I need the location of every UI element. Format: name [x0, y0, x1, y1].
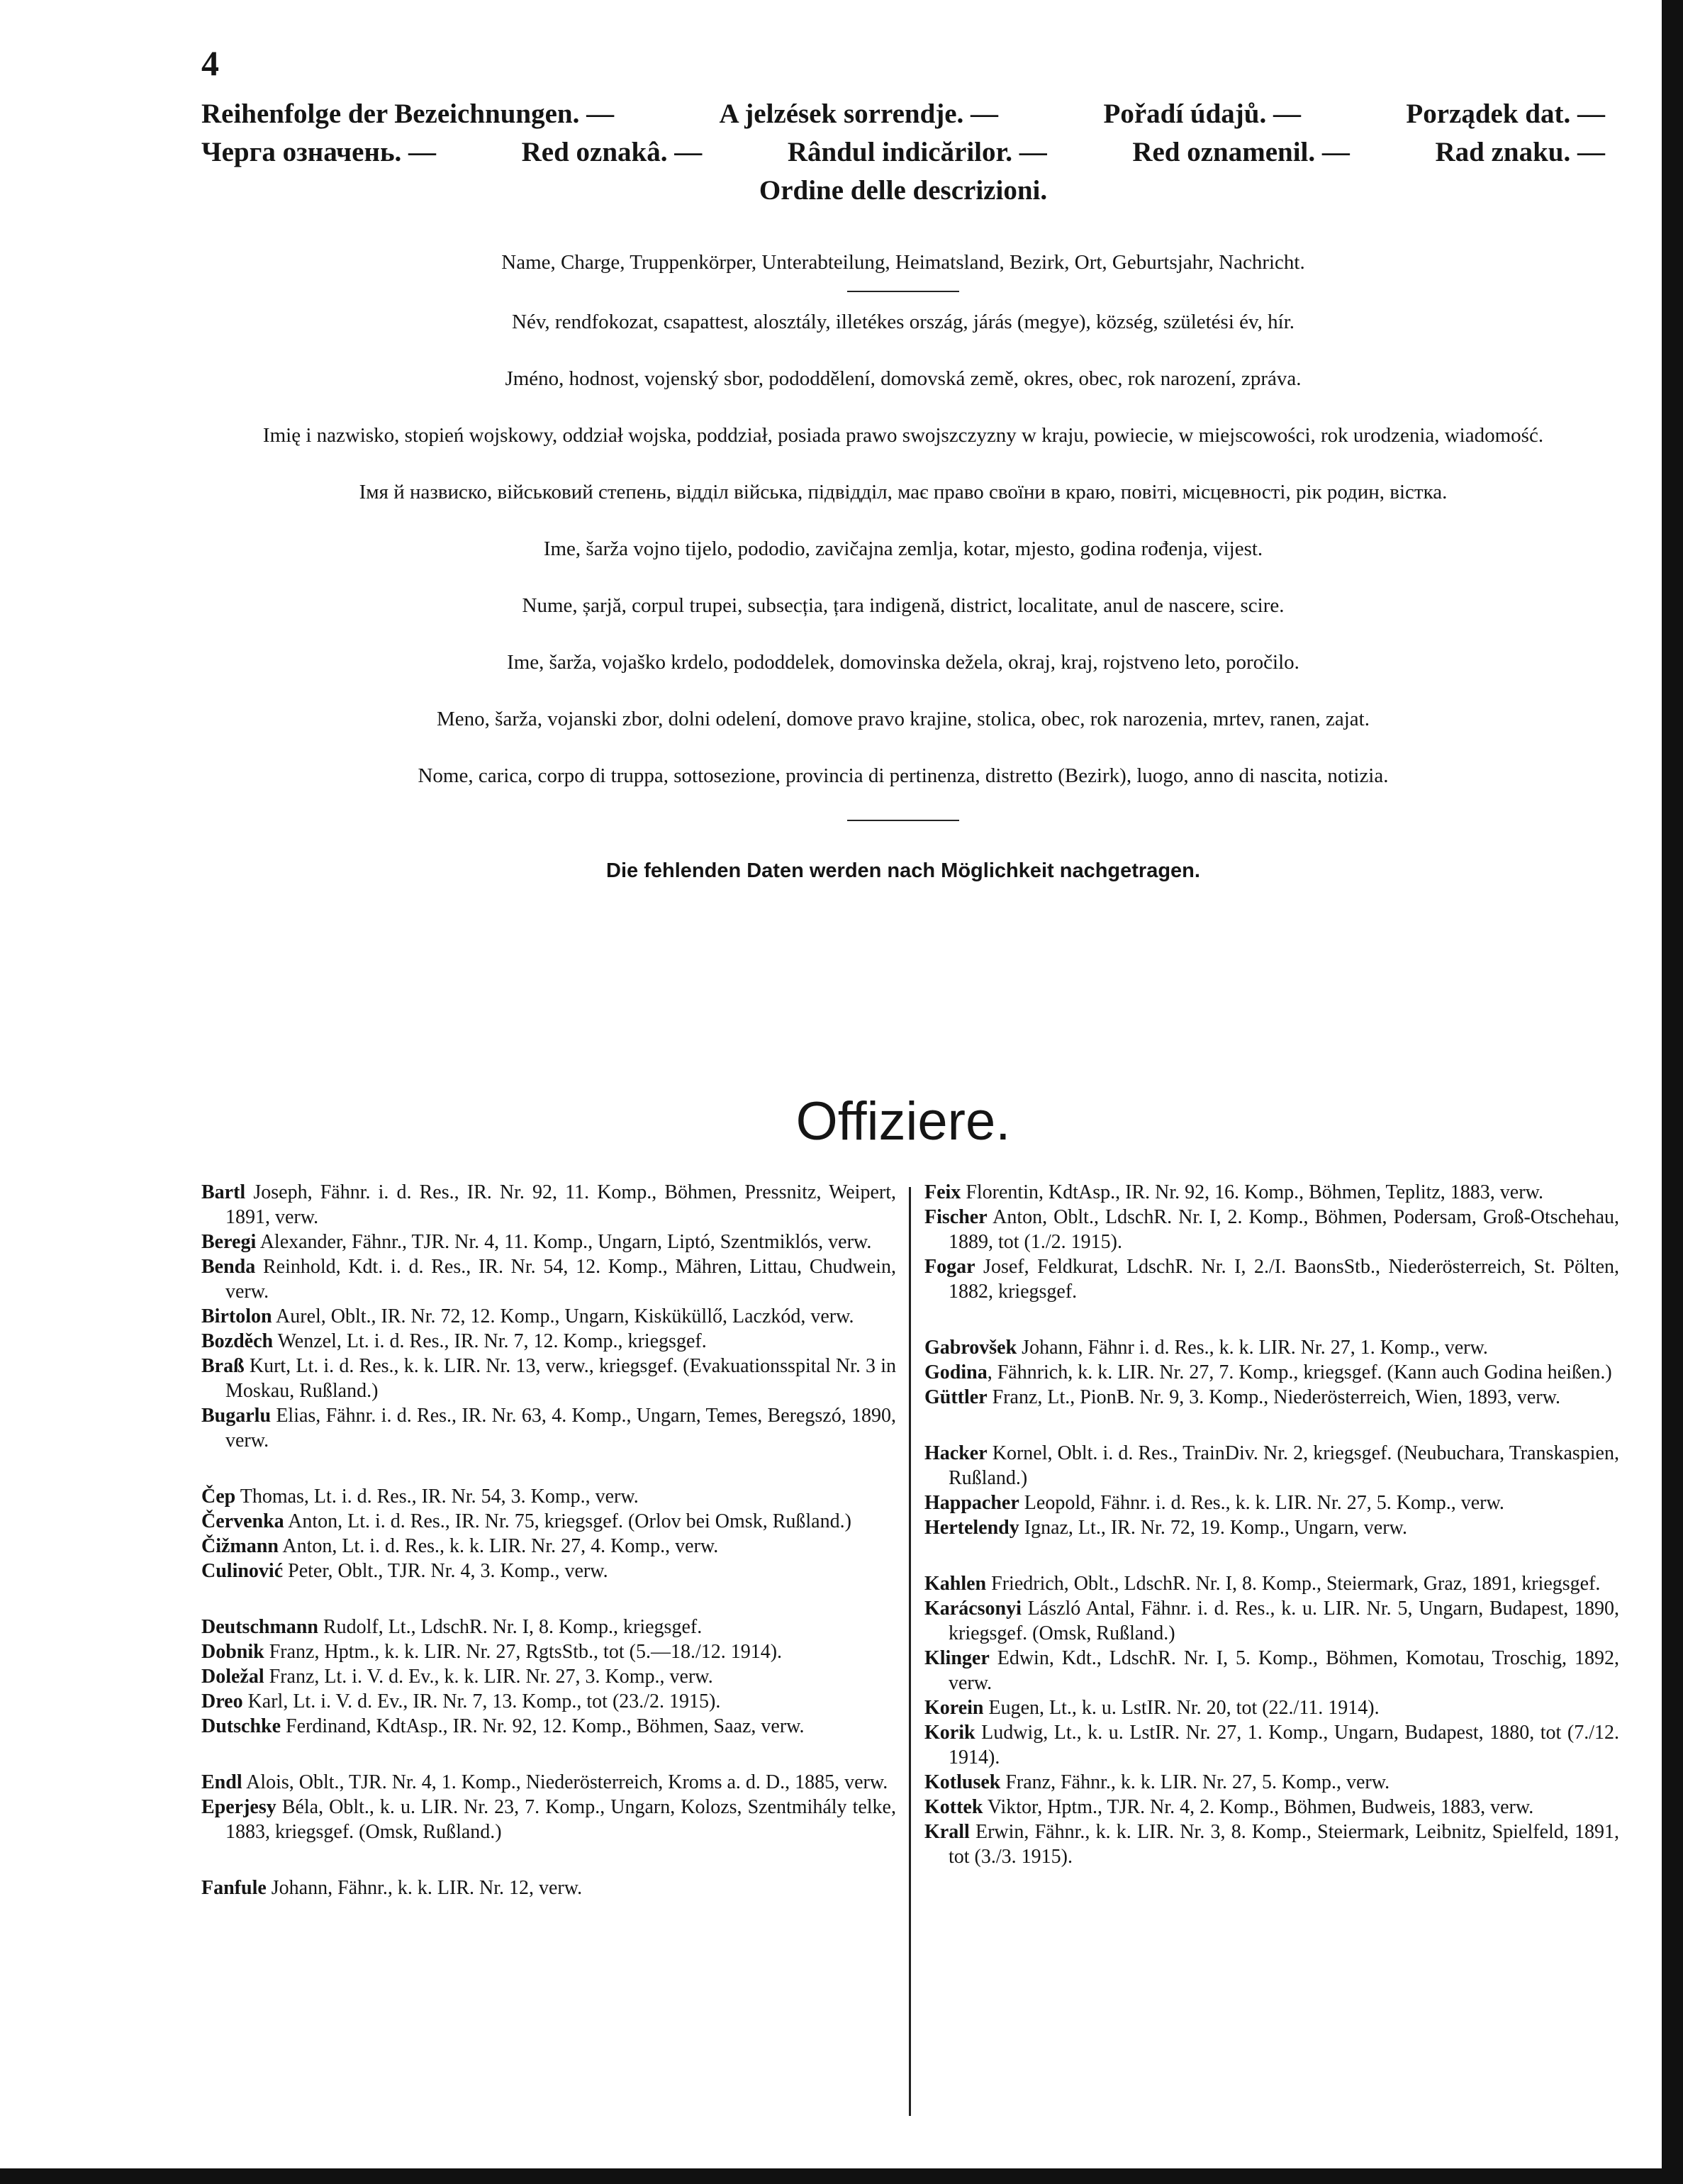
order-italian: Nome, carica, corpo di truppa, sottosezione, provincia di pertinenza, distretto (Bezirk), luogo, anno di nascita, notizia.: [418, 764, 1389, 787]
officer-surname: Godina: [924, 1361, 988, 1383]
officer-surname: Birtolon: [201, 1305, 272, 1327]
officer-details: Erwin, Fähnr., k. k. LIR. Nr. 3, 8. Komp., Steiermark, Leibnitz, Spielfeld, 1891, tot (3./3. 1915).: [949, 1821, 1619, 1868]
officer-surname: Endl: [201, 1771, 242, 1793]
officer-details: Peter, Oblt., TJR. Nr. 4, 3. Komp., verw.: [283, 1560, 608, 1582]
officer-surname: Korik: [924, 1722, 975, 1744]
officer-surname: Doležal: [201, 1666, 264, 1688]
page-number: 4: [201, 43, 219, 83]
officer-details: Thomas, Lt. i. d. Res., IR. Nr. 54, 3. Komp., verw.: [235, 1486, 639, 1508]
header-part: A jelzések sorrendje. —: [719, 99, 999, 129]
officer-surname: Benda: [201, 1256, 256, 1278]
officer-details: Friedrich, Oblt., LdschR. Nr. I, 8. Komp., Steiermark, Graz, 1891, kriegsgef.: [986, 1573, 1601, 1595]
officer-details: Franz, Lt. i. V. d. Ev., k. k. LIR. Nr. 27, 3. Komp., verw.: [264, 1666, 713, 1688]
right-column: [924, 1180, 1619, 1900]
officer-details: Johann, Fähnr i. d. Res., k. k. LIR. Nr. 27, 1. Komp., verw.: [1017, 1337, 1488, 1359]
order-slovak: Meno, šarža, vojanski zbor, dolni odelení, domove pravo krajine, stolica, obec, rok narozenia, mrtev, ranen, zajat.: [437, 708, 1370, 730]
officer-entry: [924, 1441, 1619, 1491]
officer-surname: Kottek: [924, 1796, 983, 1818]
header-part: Reihenfolge der Bezeichnungen. —: [201, 99, 615, 129]
officer-surname: Feix: [924, 1181, 961, 1203]
officer-details: Elias, Fähnr. i. d. Res., IR. Nr. 63, 4. Komp., Ungarn, Temes, Beregszó, 1890, verw.: [225, 1405, 896, 1452]
officer-details: Alexander, Fähnr., TJR. Nr. 4, 11. Komp., Ungarn, Liptó, Szentmiklós, verw.: [256, 1231, 872, 1253]
officer-details: Rudolf, Lt., LdschR. Nr. I, 8. Komp., kriegsgef.: [318, 1616, 703, 1638]
entry-group: [201, 1180, 896, 1453]
entry-group: [924, 1335, 1619, 1410]
officer-entry: [201, 1329, 896, 1354]
officer-details: László Antal, Fähnr. i. d. Res., k. u. LIR. Nr. 5, Ungarn, Budapest, 1890, kriegsgef. (Omsk, Rußland.): [949, 1598, 1619, 1644]
header-title: [201, 95, 1605, 210]
entry-group: [201, 1876, 896, 1900]
header-part: Porządek dat. —: [1406, 99, 1605, 129]
officer-entry: [201, 1876, 896, 1900]
section-title: Offiziere.: [795, 1091, 1011, 1152]
officer-surname: Fischer: [924, 1206, 988, 1228]
officer-entry: [924, 1491, 1619, 1515]
order-slovenian: Ime, šarža, vojaško krdelo, pododdelek, domovinska dežela, okraj, kraj, rojstveno leto, poročilo.: [507, 651, 1299, 674]
officer-surname: Bartl: [201, 1181, 246, 1203]
officer-surname: Deutschmann: [201, 1616, 318, 1638]
entry-group: [201, 1615, 896, 1739]
officer-details: Eugen, Lt., k. u. LstIR. Nr. 20, tot (22./11. 1914).: [983, 1697, 1380, 1719]
officer-details: Leopold, Fähnr. i. d. Res., k. k. LIR. Nr. 27, 5. Komp., verw.: [1019, 1492, 1504, 1514]
header-part: Rad znaku. —: [1435, 137, 1605, 167]
header-part: Pořadí údajů. —: [1103, 99, 1301, 129]
officer-surname: Dutschke: [201, 1715, 281, 1737]
officer-details: Ferdinand, KdtAsp., IR. Nr. 92, 12. Komp., Böhmen, Saaz, verw.: [281, 1715, 805, 1737]
officer-surname: Happacher: [924, 1492, 1019, 1514]
officer-entry: [201, 1615, 896, 1639]
officer-details: Viktor, Hptm., TJR. Nr. 4, 2. Komp., Böhmen, Budweis, 1883, verw.: [983, 1796, 1534, 1818]
officer-surname: Kahlen: [924, 1573, 987, 1595]
officer-surname: Fogar: [924, 1256, 975, 1278]
officer-entry: [924, 1385, 1619, 1410]
officer-entry: [924, 1795, 1619, 1820]
missing-data-note: Die fehlenden Daten werden nach Möglichkeit nachgetragen.: [606, 859, 1200, 882]
officer-details: Franz, Hptm., k. k. LIR. Nr. 27, RgtsStb., tot (5.—18./12. 1914).: [264, 1641, 783, 1663]
officer-details: Josef, Feldkurat, LdschR. Nr. I, 2./I. BaonsStb., Niederösterreich, St. Pölten, 1882, kriegsgef.: [949, 1256, 1619, 1303]
divider-rule: [847, 291, 959, 292]
officer-entry: [201, 1664, 896, 1689]
entry-group: [201, 1770, 896, 1844]
officer-entry: [201, 1714, 896, 1739]
officer-details: Anton, Lt. i. d. Res., IR. Nr. 75, kriegsgef. (Orlov bei Omsk, Rußland.): [284, 1510, 851, 1532]
officer-entry: [924, 1515, 1619, 1540]
order-ruthenian: Імя й назвиско, військовий степень, відділ війська, підвідділ, має право своїни в краю, повіті, місцевності, рік родин, вістка.: [359, 481, 1448, 503]
officer-details: Wenzel, Lt. i. d. Res., IR. Nr. 7, 12. Komp., kriegsgef.: [273, 1330, 707, 1352]
officer-details: Anton, Oblt., LdschR. Nr. I, 2. Komp., Böhmen, Podersam, Groß-Otschehau, 1889, tot (1./2. 1915).: [949, 1206, 1619, 1253]
officer-details: Karl, Lt. i. V. d. Ev., IR. Nr. 7, 13. Komp., tot (23./2. 1915).: [242, 1690, 721, 1712]
officer-entry: [924, 1180, 1619, 1205]
officer-entry: [201, 1639, 896, 1664]
officer-entry: [201, 1770, 896, 1795]
officer-surname: Culinović: [201, 1560, 284, 1582]
header-line-3: Ordine delle descrizioni.: [759, 175, 1048, 206]
order-croatian: Ime, šarža vojno tijelo, pododio, zavičajna zemlja, kotar, mjesto, godina rođenja, vijest.: [543, 537, 1263, 560]
header-part: Red oznakâ. —: [521, 137, 703, 167]
officer-entry: [201, 1254, 896, 1304]
header-part: Черга означень. —: [201, 137, 437, 167]
order-romanian: Nume, șarjă, corpul trupei, subsecția, țara indigenă, district, localitate, anul de nascere, scire.: [522, 594, 1285, 617]
officer-entry: [924, 1360, 1619, 1385]
officer-entry: [924, 1720, 1619, 1770]
officer-entry: [201, 1230, 896, 1254]
officer-surname: Klinger: [924, 1647, 990, 1669]
officer-surname: Dreo: [201, 1690, 243, 1712]
officer-surname: Dobnik: [201, 1641, 264, 1663]
officer-entry: [201, 1534, 896, 1559]
left-column: [201, 1180, 896, 1932]
officer-surname: Karácsonyi: [924, 1598, 1022, 1620]
field-order-list: [201, 250, 1605, 883]
officer-entry: [201, 1403, 896, 1453]
officer-surname: Hacker: [924, 1442, 988, 1464]
officer-surname: Bugarlu: [201, 1405, 272, 1427]
officer-details: Ludwig, Lt., k. u. LstIR. Nr. 27, 1. Komp., Ungarn, Budapest, 1880, tot (7./12. 1914).: [949, 1722, 1619, 1768]
officer-surname: Bozděch: [201, 1330, 274, 1352]
officer-entry: [201, 1484, 896, 1509]
header-line-2: [201, 133, 1605, 172]
officer-entry: [924, 1770, 1619, 1795]
officer-details: Anton, Lt. i. d. Res., k. k. LIR. Nr. 27, 4. Komp., verw.: [278, 1535, 719, 1557]
officer-details: Franz, Lt., PionB. Nr. 9, 3. Komp., Niederösterreich, Wien, 1893, verw.: [987, 1386, 1561, 1408]
order-german: Name, Charge, Truppenkörper, Unterabteilung, Heimatsland, Bezirk, Ort, Geburtsjahr, Nachricht.: [501, 251, 1305, 274]
order-polish: Imię i nazwisko, stopień wojskowy, oddział wojska, poddział, posiada prawo swojszczyzny w kraju, powiecie, w miejscowości, rok urodzenia, wiadomość.: [262, 424, 1544, 447]
officer-surname: Čižmann: [201, 1535, 279, 1557]
officer-entry: [924, 1646, 1619, 1695]
officer-surname: Fanfule: [201, 1877, 267, 1899]
officer-details: Aurel, Oblt., IR. Nr. 72, 12. Komp., Ungarn, Kisküküllő, Laczkód, verw.: [272, 1305, 854, 1327]
officer-details: Reinhold, Kdt. i. d. Res., IR. Nr. 54, 12. Komp., Mähren, Littau, Chudwein, verw.: [225, 1256, 896, 1303]
officer-surname: Braß: [201, 1355, 245, 1377]
officer-entry: [201, 1509, 896, 1534]
officer-details: Florentin, KdtAsp., IR. Nr. 92, 16. Komp., Böhmen, Teplitz, 1883, verw.: [961, 1181, 1543, 1203]
officer-surname: Hertelendy: [924, 1517, 1019, 1539]
officer-entry: [201, 1304, 896, 1329]
officer-details: Ignaz, Lt., IR. Nr. 72, 19. Komp., Ungarn, verw.: [1019, 1517, 1407, 1539]
header-part: Red oznamenil. —: [1132, 137, 1350, 167]
entry-group: [924, 1441, 1619, 1540]
officer-details: Joseph, Fähnr. i. d. Res., IR. Nr. 92, 11. Komp., Böhmen, Pressnitz, Weipert, 1891, verw.: [225, 1181, 896, 1228]
officer-entry: [924, 1571, 1619, 1596]
officer-details: Kurt, Lt. i. d. Res., k. k. LIR. Nr. 13, verw., kriegsgef. (Evakuationsspital Nr. 3 in Moskau, Rußland.): [225, 1355, 896, 1402]
officer-entry: [924, 1254, 1619, 1304]
officer-surname: Čep: [201, 1486, 236, 1508]
divider-rule: [847, 820, 959, 821]
officer-surname: Krall: [924, 1821, 970, 1843]
officer-surname: Kotlusek: [924, 1771, 1001, 1793]
officer-surname: Güttler: [924, 1386, 988, 1408]
order-hungarian: Név, rendfokozat, csapattest, alosztály, illetékes ország, járás (megye), község, születési év, hír.: [512, 311, 1295, 333]
order-czech: Jméno, hodnost, vojenský sbor, pododdělení, domovská země, okres, obec, rok narození, zpráva.: [505, 367, 1302, 390]
officer-entry: [201, 1689, 896, 1714]
entry-group: [924, 1180, 1619, 1304]
entry-group: [201, 1484, 896, 1583]
officer-entry: [201, 1180, 896, 1230]
scan-edge-bottom: [0, 2168, 1683, 2184]
officer-entry: [924, 1596, 1619, 1646]
officer-details: Béla, Oblt., k. u. LIR. Nr. 23, 7. Komp., Ungarn, Kolozs, Szentmihály telke, 1883, kriegsgef. (Omsk, Rußland.): [225, 1796, 896, 1843]
header-part: Rândul indicărilor. —: [787, 137, 1047, 167]
officer-surname: Červenka: [201, 1510, 284, 1532]
officer-details: Alois, Oblt., TJR. Nr. 4, 1. Komp., Niederösterreich, Kroms a. d. D., 1885, verw.: [242, 1771, 888, 1793]
officer-entry: [201, 1354, 896, 1403]
officer-entry: [201, 1795, 896, 1844]
officer-details: Franz, Fähnr., k. k. LIR. Nr. 27, 5. Komp., verw.: [1000, 1771, 1390, 1793]
column-divider: [909, 1187, 911, 2116]
officer-surname: Gabrovšek: [924, 1337, 1017, 1359]
scan-edge-right: [1662, 0, 1683, 2184]
officer-entry: [924, 1205, 1619, 1254]
officer-surname: Korein: [924, 1697, 984, 1719]
officer-entry: [201, 1559, 896, 1583]
officer-details: Kornel, Oblt. i. d. Res., TrainDiv. Nr. 2, kriegsgef. (Neubuchara, Transkaspien, Rußland.): [949, 1442, 1619, 1489]
officer-entry: [924, 1335, 1619, 1360]
officer-details: Edwin, Kdt., LdschR. Nr. I, 5. Komp., Böhmen, Komotau, Troschig, 1892, verw.: [949, 1647, 1619, 1694]
officer-entry: [924, 1820, 1619, 1869]
header-line-1: [201, 95, 1605, 133]
officer-surname: Eperjesy: [201, 1796, 276, 1818]
entry-group: [924, 1571, 1619, 1869]
officer-columns: [201, 1180, 1619, 2102]
officer-entry: [924, 1695, 1619, 1720]
officer-surname: Beregi: [201, 1231, 257, 1253]
officer-details: , Fähnrich, k. k. LIR. Nr. 27, 7. Komp., kriegsgef. (Kann auch Godina heißen.): [987, 1361, 1612, 1383]
officer-details: Johann, Fähnr., k. k. LIR. Nr. 12, verw.: [266, 1877, 583, 1899]
